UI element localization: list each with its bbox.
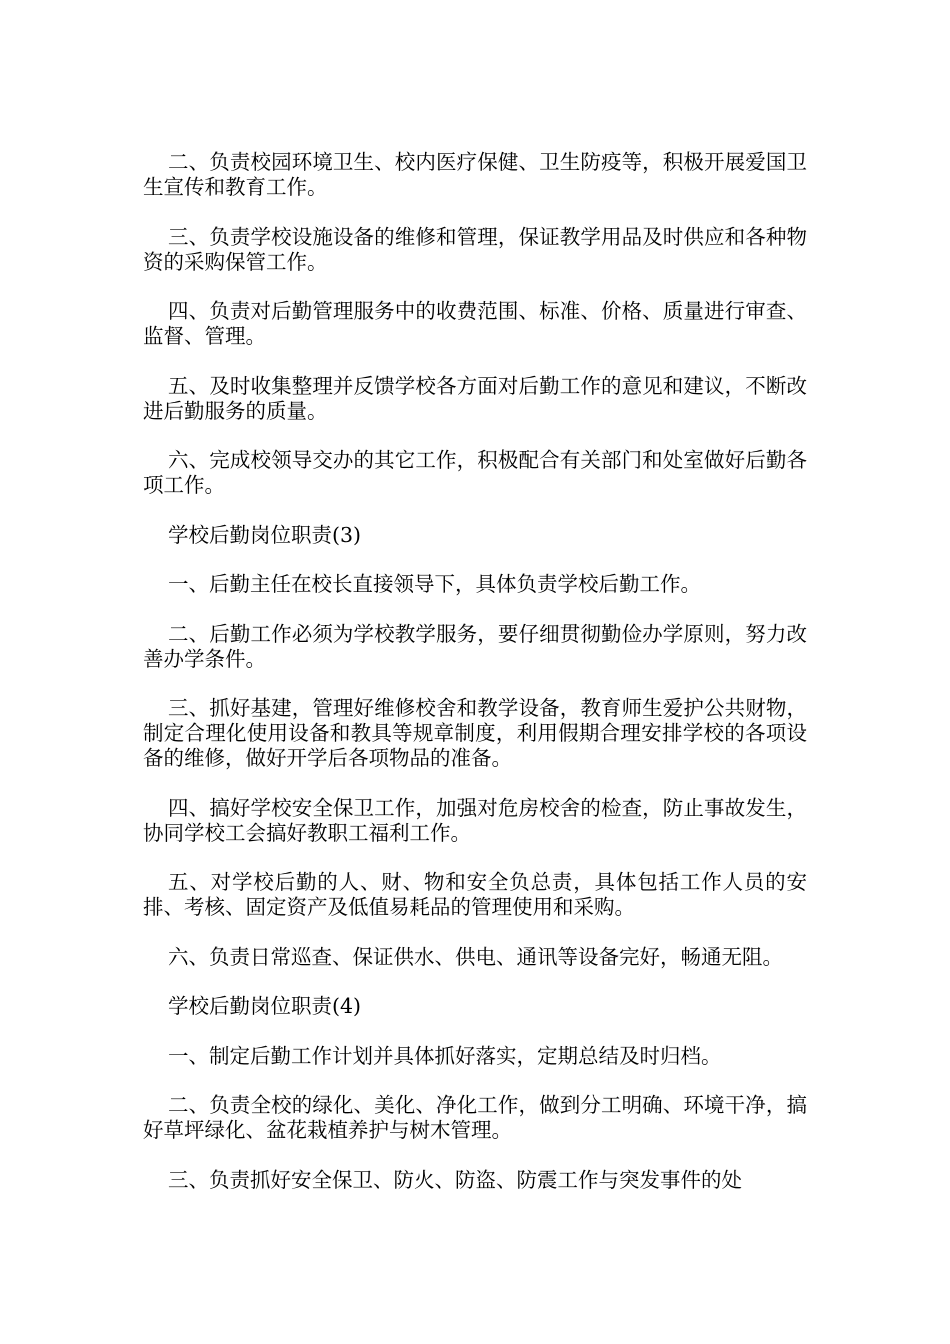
paragraph: 三、抓好基建，管理好维修校舍和教学设备，教育师生爱护公共财物，制定合理化使用设备和教具等规章制度，利用假期合理安排学校的各项设备的维修，做好开学后各项物品的准备。 — [143, 696, 807, 770]
paragraph: 六、负责日常巡查、保证供水、供电、通讯等设备完好，畅通无阻。 — [168, 944, 783, 969]
paragraph: 三、负责学校设施设备的维修和管理，保证教学用品及时供应和各种物资的采购保管工作。 — [143, 224, 807, 274]
paragraph: 三、负责抓好安全保卫、防火、防盗、防震工作与突发事件的处 — [168, 1167, 742, 1192]
paragraph: 二、负责全校的绿化、美化、净化工作，做到分工明确、环境干净，搞好草坪绿化、盆花栽植养护与树木管理。 — [143, 1093, 807, 1142]
paragraph: 一、后勤主任在校长直接领导下，具体负责学校后勤工作。 — [168, 572, 701, 596]
section-heading: 学校后勤岗位职责(3) — [168, 522, 362, 547]
paragraph: 五、及时收集整理并反馈学校各方面对后勤工作的意见和建议，不断改进后勤服务的质量。 — [143, 373, 807, 423]
paragraph: 一、制定后勤工作计划并具体抓好落实，定期总结及时归档。 — [168, 1043, 722, 1068]
paragraph: 二、负责校园环境卫生、校内医疗保健、卫生防疫等，积极开展爱国卫生宣传和教育工作。 — [143, 150, 807, 199]
paragraph: 六、完成校领导交办的其它工作，积极配合有关部门和处室做好后勤各项工作。 — [143, 448, 807, 497]
document-page — [143, 150, 807, 1217]
paragraph: 四、搞好学校安全保卫工作，加强对危房校舍的检查，防止事故发生，协同学校工会搞好教职工福利工作。 — [143, 795, 807, 845]
paragraph: 五、对学校后勤的人、财、物和安全负总责，具体包括工作人员的安排、考核、固定资产及低值易耗品的管理使用和采购。 — [143, 870, 807, 919]
section-heading: 学校后勤岗位职责(4) — [168, 994, 362, 1018]
paragraph: 四、负责对后勤管理服务中的收费范围、标准、价格、质量进行审查、监督、管理。 — [143, 299, 807, 348]
paragraph: 二、后勤工作必须为学校教学服务，要仔细贯彻勤俭办学原则，努力改善办学条件。 — [143, 621, 807, 671]
